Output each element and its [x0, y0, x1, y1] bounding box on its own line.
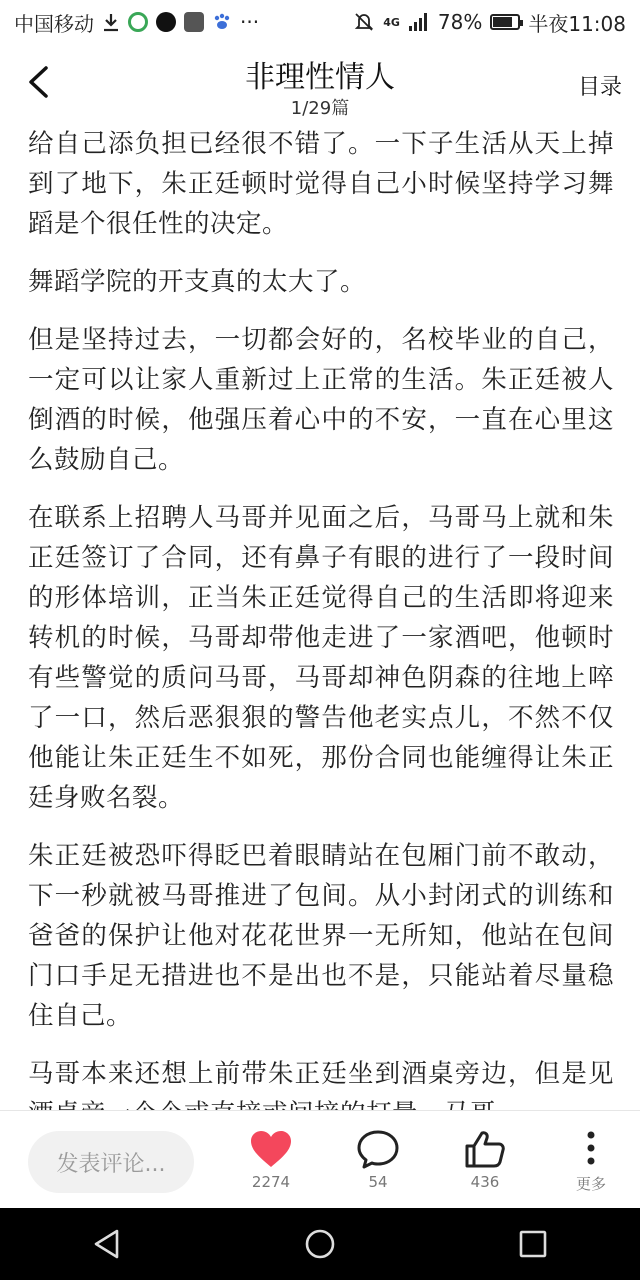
comment-input[interactable]: 发表评论... — [28, 1131, 194, 1193]
app-browser-icon — [128, 12, 148, 32]
thumbs-up-button[interactable] — [445, 1129, 525, 1203]
thumbs-up-icon — [463, 1129, 507, 1169]
paw-icon — [212, 12, 232, 32]
paragraph: 但是坚持过去，一切都会好的，名校毕业的自己，一定可以让家人重新过上正常的生活。朱正廷被人倒酒的时候，他强压着心中的不安，一直在心里这么鼓励自己。 — [28, 325, 614, 475]
battery-icon — [490, 14, 520, 30]
status-left — [14, 8, 259, 37]
system-navigation-bar — [0, 1208, 640, 1280]
nav-home-button[interactable] — [300, 1224, 340, 1264]
comment-count: 54 — [368, 1173, 388, 1191]
status-bar — [0, 0, 640, 44]
comments-button[interactable] — [338, 1129, 418, 1203]
nav-back-button[interactable] — [87, 1224, 127, 1264]
carrier-label: 中国移动 — [14, 11, 94, 36]
like-count: 2274 — [251, 1173, 291, 1191]
network-type: 4G — [383, 15, 400, 29]
nav-recents-button[interactable] — [513, 1224, 553, 1264]
thumbs-up-count: 436 — [470, 1173, 500, 1191]
triangle-back-icon — [92, 1228, 122, 1260]
speech-bubble-icon — [356, 1129, 400, 1169]
paragraph: 朱正廷被恐吓得眨巴着眼睛站在包厢门前不敢动，下一秒就被马哥推进了包间。从小封闭式的训练和爸爸的保护让他对花花世界一无所知，他站在包间门口手足无措进也不是出也不是，只能站着尽量稳住自己。 — [28, 841, 614, 1031]
paragraph: 舞蹈学院的开支真的太大了。 — [28, 267, 367, 297]
overflow-indicator: ··· — [240, 10, 260, 34]
download-icon — [102, 12, 120, 32]
paragraph: 在联系上招聘人马哥并见面之后，马哥马上就和朱正廷签订了合同，还有鼻子有眼的进行了一段时间的形体培训，正当朱正廷觉得自己的生活即将迎来转机的时候，马哥却带他走进了一家酒吧，他顿时有些警觉的质问马哥，马哥却神色阴森的往地上啐了一口，然后恶狠狠的警告他老实点儿，不然不仅他能让朱正廷生不如死，那份合同也能缠得让朱正廷身败名裂。 — [28, 503, 614, 813]
square-recents-icon — [518, 1229, 548, 1259]
like-button[interactable] — [231, 1129, 311, 1203]
paragraph: 给自己添负担已经很不错了。一下子生活从天上掉到了地下，朱正廷顿时觉得自己小时候坚持学习舞蹈是个很任性的决定。 — [28, 129, 614, 239]
circle-home-icon — [304, 1228, 336, 1260]
chapter-indicator: 1/29篇 — [290, 98, 350, 119]
signal-icon — [408, 12, 430, 32]
heart-icon — [249, 1129, 293, 1169]
paragraph: 马哥本来还想上前带朱正廷坐到酒桌旁边，但是见 — [28, 1059, 614, 1089]
catalog-button[interactable]: 目录 — [577, 75, 622, 100]
more-button[interactable] — [551, 1129, 631, 1203]
mute-icon — [353, 11, 375, 33]
more-vertical-icon — [569, 1129, 613, 1169]
app-tiktok-icon — [156, 12, 176, 32]
bottom-action-bar — [0, 1110, 640, 1209]
reader-header — [0, 44, 640, 120]
page-title: 非理性情人 — [245, 60, 395, 95]
battery-fill — [493, 17, 512, 27]
app-huawei-icon — [184, 12, 204, 32]
more-label: 更多 — [575, 1175, 606, 1193]
article-content — [28, 124, 614, 1110]
clock: 半夜11:08 — [528, 11, 626, 36]
status-right — [353, 8, 626, 37]
battery-percent: 78% — [437, 10, 483, 34]
